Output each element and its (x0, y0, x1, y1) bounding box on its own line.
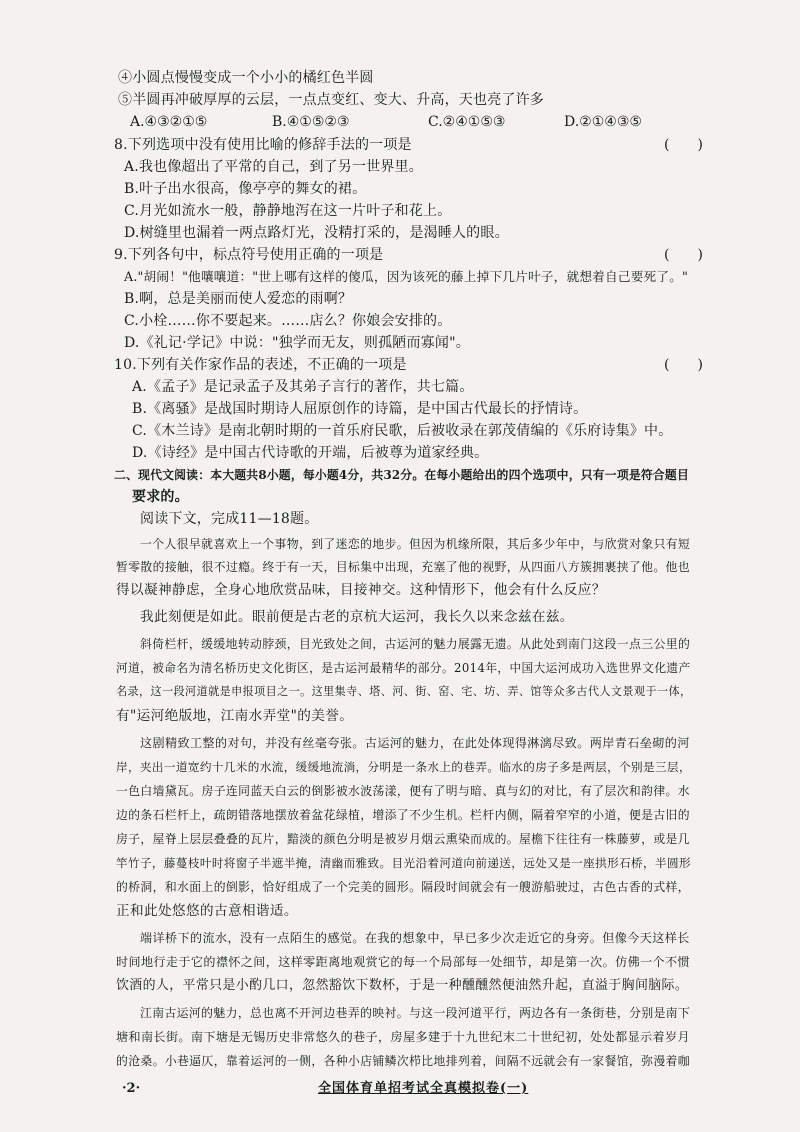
q9-option-b: B.啊，总是美丽而使人爱恋的雨啊？ (124, 291, 353, 307)
passage-line: 江南古运河的魅力，总也离不开河边巷弄的映衬。与这一段河道平行，两边各有一条街巷，分别是南下 (140, 1006, 691, 1020)
passage-line: 正和此处悠悠的古意相谐适。 (116, 903, 298, 919)
section2-heading: 二、现代文阅读：本大题共8小题，每小题4分，共32分。在每小题给出的四个选项中，只有一项是符合题目 (114, 468, 689, 482)
q10-option-a: A.《孟子》是记录孟子及其弟子言行的著作，共七篇。 (132, 379, 474, 395)
passage-line: 得以凝神静虑，全身心地欣赏品味，目接神交。这种情形下，他会有什么反应？ (116, 582, 606, 598)
passage-line: 房子，屋脊上层层叠叠的瓦片，黯淡的颜色分明是被岁月烟云熏染而成的。屋檐下往往有一株藤萝，或是几 (116, 832, 690, 846)
q8-option-a: A.我也像超出了平常的自己，到了另一世界里。 (124, 159, 423, 175)
passage-line: 我此刻便是如此。眼前便是古老的京杭大运河，我长久以来念兹在兹。 (140, 609, 574, 625)
q9-answer-paren: ( ) (664, 247, 703, 263)
q9-option-c: C.小栓……你不要起来。……店么？你娘会安排的。 (124, 313, 452, 329)
section2-heading-cont: 要求的。 (132, 489, 189, 505)
reading-instruction: 阅读下文，完成11—18题。 (140, 511, 319, 527)
q10-answer-paren: ( ) (664, 357, 703, 373)
passage-line: 这剧精致工整的对句，并没有丝毫夸张。古运河的魅力，在此处体现得淋漓尽致。两岸青石垒砌的河 (140, 736, 690, 750)
q8-answer-paren: ( ) (664, 137, 703, 153)
q8-option-d: D.树缝里也漏着一两点路灯光，没精打采的，是渴睡人的眼。 (124, 225, 509, 241)
passage-line: 一个人很早就喜欢上一个事物，到了迷恋的地步。但因为机缘所限，其后多少年中，与欣赏对象只有短 (140, 537, 691, 551)
q8-option-b: B.叶子出水很高，像亭亭的舞女的裙。 (124, 181, 367, 197)
passage-line: 时间地行走于它的襟怀之间，这样零距离地观赏它的每一个局部每一处细节，却是第一次。仿佛一个不惯 (116, 955, 690, 969)
passage-line: 有"运河绝版地，江南水弄堂"的美誉。 (116, 708, 354, 724)
passage-line: 端详桥下的流水，没有一点陌生的感觉。在我的想象中，早已多少次走近它的身旁。但像今天这样长 (140, 931, 690, 945)
q7-option-a: A.④③②①⑤ (130, 114, 208, 130)
page-number: ·2· (122, 1081, 141, 1096)
q7-option-c: C.②④①⑤③ (428, 114, 506, 130)
passage-line: 竿竹子，藤蔓枝叶时将窗子半遮半掩，清幽而雅致。目光沿着河道向前递送，远处又是一座拱形石桥，半圆形 (116, 856, 691, 870)
passage-line: 岸，夹出一道宽约十几米的水流，缓缓地流淌，分明是一条水上的巷弄。临水的房子多是两层，个别是三层， (116, 760, 691, 774)
q10-option-c: C.《木兰诗》是南北朝时期的一首乐府民歌，后被收录在郭茂倩编的《乐府诗集》中。 (132, 423, 673, 439)
q9-option-a: A."胡闹！"他嚷嚷道："世上哪有这样的傻瓜，因为该死的藤上掉下几片叶子，就想着自己要死了。" (124, 269, 689, 284)
passage-line: 斜倚栏杆，缓缓地转动脖颈，目光致处之间，古运河的魅力展露无遗。从此处到南门这段一点三公里的 (140, 637, 691, 651)
q8-stem: 8.下列选项中没有使用比喻的修辞手法的一项是 (114, 137, 412, 153)
passage-line: 塘和南长街。南下塘是无锡历史非常悠久的巷子，房屋多建于十九世纪末二十世纪初，处处都显示着岁月 (116, 1030, 690, 1044)
q8-option-c: C.月光如流水一般，静静地泻在这一片叶子和花上。 (124, 203, 452, 219)
q10-option-b: B.《离骚》是战国时期诗人屈原创作的诗篇，是中国古代最长的抒情诗。 (132, 401, 588, 417)
q10-option-d: D.《诗经》是中国古代诗歌的开端，后被尊为道家经典。 (132, 445, 489, 461)
passage-line: 暂零散的接触，很不过瘾。终于有一天，目标集中出现，充塞了他的视野，从四面八方簇拥裹挟了他。他也 (116, 560, 690, 574)
passage-line: 的沧桑。小巷逼仄，靠着运河的一侧，各种小店铺鳞次栉比地排列着，间隔不远就会有一家餐馆，弥漫着咖 (116, 1054, 690, 1068)
passage-line: 饮酒的人，平常只是小酌几口，忽然豁饮下数杯，于是一种醺醺然便油然升起，直溢于胸间脑际。 (116, 978, 689, 993)
q7-item-4: ④小圆点慢慢变成一个小小的橘红色半圆 (118, 70, 374, 86)
passage-line: 河道，被命名为清名桥历史文化街区，是古运河最精华的部分。2014年，中国大运河成功入选世界文化遗产 (116, 661, 691, 675)
passage-line: 的桥洞，和水面上的倒影，恰好组成了一个完美的圆形。隔段时间就会有一艘游船驶过，古色古香的式样， (116, 880, 690, 894)
q9-option-d: D.《礼记·学记》中说："独学而无友，则孤陋而寡闻"。 (124, 335, 470, 351)
q7-option-d: D.②①④③⑤ (564, 114, 642, 130)
passage-line: 名录，这一段河道就是申报项目之一。这里集寺、塔、河、街、窑、宅、坊、弄、馆等众多古代人文景观于一体， (116, 685, 692, 698)
q9-stem: 9.下列各句中，标点符号使用正确的一项是 (114, 247, 384, 263)
footer-title: 全国体育单招考试全真模拟卷(一) (318, 1081, 529, 1096)
q7-option-b: B.④①⑤②③ (272, 114, 350, 130)
q10-stem: 10.下列有关作家作品的表述，不正确的一项是 (114, 357, 407, 373)
passage-line: 边的条石栏杆上，疏朗错落地摆放着盆花绿植，增添了不少生机。栏杆内侧，隔着窄窄的小道，便是古旧的 (116, 808, 690, 822)
passage-line: 一色白墙黛瓦。房子连同蓝天白云的倒影被水波荡漾，便有了明与暗、真与幻的对比，有了层次和韵律。水 (116, 784, 690, 798)
q7-item-5: ⑤半圆再冲破厚厚的云层，一点点变红、变大、升高，天也亮了许多 (118, 92, 544, 108)
